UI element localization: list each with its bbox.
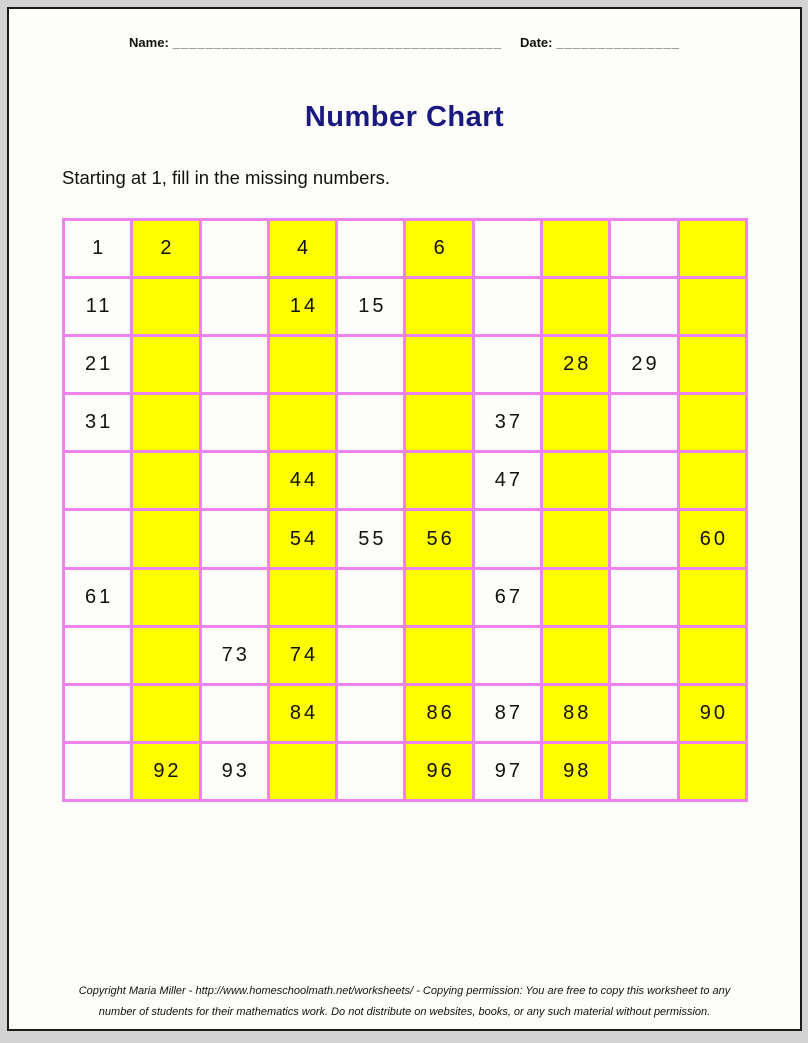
grid-row	[64, 452, 747, 510]
grid-cell-empty	[473, 626, 541, 684]
grid-row	[64, 568, 747, 626]
grid-cell-empty	[542, 452, 610, 510]
grid-cell-number: 96	[405, 742, 473, 800]
grid-cell-empty	[64, 626, 132, 684]
grid-cell-number: 56	[405, 510, 473, 568]
grid-cell-empty	[678, 452, 746, 510]
grid-cell-empty	[132, 394, 200, 452]
grid-row	[64, 626, 747, 684]
grid-cell-empty	[610, 394, 678, 452]
page-title: Number Chart	[304, 101, 505, 133]
grid-cell-empty	[200, 336, 268, 394]
grid-cell-empty	[337, 742, 405, 800]
grid-cell-number: 31	[64, 394, 132, 452]
grid-cell-number: 98	[542, 742, 610, 800]
grid-cell-number: 47	[473, 452, 541, 510]
grid-cell-empty	[132, 452, 200, 510]
grid-row	[64, 220, 747, 278]
grid-cell-empty	[405, 278, 473, 336]
grid-cell-number: 90	[678, 684, 746, 742]
grid-cell-empty	[64, 452, 132, 510]
grid-cell-number: 14	[268, 278, 336, 336]
grid-cell-number: 4	[268, 220, 336, 278]
grid-row	[64, 684, 747, 742]
grid-cell-empty	[473, 220, 541, 278]
number-grid	[62, 218, 748, 802]
grid-cell-empty	[200, 684, 268, 742]
grid-cell-empty	[337, 626, 405, 684]
grid-cell-empty	[132, 336, 200, 394]
grid-cell-empty	[678, 742, 746, 800]
grid-cell-number: 37	[473, 394, 541, 452]
grid-cell-empty	[132, 510, 200, 568]
grid-cell-number: 15	[337, 278, 405, 336]
date-label: Date:	[519, 35, 553, 50]
grid-cell-number: 87	[473, 684, 541, 742]
grid-cell-empty	[64, 510, 132, 568]
grid-cell-number: 88	[542, 684, 610, 742]
grid-cell-empty	[132, 278, 200, 336]
grid-cell-empty	[610, 568, 678, 626]
grid-cell-number: 28	[542, 336, 610, 394]
grid-cell-number: 73	[200, 626, 268, 684]
grid-cell-number: 74	[268, 626, 336, 684]
grid-cell-number: 29	[610, 336, 678, 394]
grid-cell-empty	[473, 336, 541, 394]
grid-cell-empty	[337, 452, 405, 510]
grid-cell-empty	[473, 278, 541, 336]
grid-cell-empty	[337, 568, 405, 626]
grid-cell-number: 44	[268, 452, 336, 510]
grid-cell-number: 21	[64, 336, 132, 394]
grid-cell-empty	[337, 336, 405, 394]
grid-cell-empty	[132, 684, 200, 742]
grid-cell-number: 11	[64, 278, 132, 336]
grid-cell-empty	[268, 394, 336, 452]
worksheet-page	[7, 7, 802, 1031]
grid-cell-empty	[542, 220, 610, 278]
grid-cell-empty	[542, 510, 610, 568]
grid-cell-number: 54	[268, 510, 336, 568]
grid-cell-empty	[405, 626, 473, 684]
grid-cell-empty	[64, 684, 132, 742]
grid-cell-number: 55	[337, 510, 405, 568]
grid-cell-number: 60	[678, 510, 746, 568]
grid-cell-empty	[268, 742, 336, 800]
grid-cell-empty	[610, 452, 678, 510]
grid-row	[64, 394, 747, 452]
number-grid-body	[64, 220, 747, 801]
grid-cell-empty	[337, 684, 405, 742]
grid-row	[64, 742, 747, 800]
grid-cell-empty	[678, 568, 746, 626]
grid-cell-empty	[678, 626, 746, 684]
grid-cell-empty	[200, 220, 268, 278]
grid-cell-empty	[610, 510, 678, 568]
grid-cell-empty	[200, 394, 268, 452]
grid-cell-empty	[132, 568, 200, 626]
grid-cell-empty	[610, 742, 678, 800]
grid-cell-empty	[337, 394, 405, 452]
date-fill-line: _______________	[556, 35, 680, 50]
grid-cell-empty	[200, 510, 268, 568]
grid-cell-number: 67	[473, 568, 541, 626]
grid-cell-number: 6	[405, 220, 473, 278]
grid-row	[64, 336, 747, 394]
grid-cell-number: 61	[64, 568, 132, 626]
grid-cell-empty	[542, 278, 610, 336]
grid-cell-empty	[678, 220, 746, 278]
grid-cell-empty	[200, 568, 268, 626]
instruction-text: Starting at 1, fill in the missing numbers.	[62, 167, 391, 188]
grid-cell-number: 92	[132, 742, 200, 800]
copyright-text: Copyright Maria Miller - http://www.homeschoolmath.net/worksheets/ - Copying permission: You are free to copy this worksheet to any number of students for their mathematics work. Do not distribute on websites, books, or any such material without permission.	[78, 985, 731, 1019]
grid-cell-empty	[268, 568, 336, 626]
grid-cell-empty	[678, 278, 746, 336]
grid-cell-empty	[405, 394, 473, 452]
grid-cell-empty	[405, 336, 473, 394]
grid-cell-empty	[678, 394, 746, 452]
header	[9, 35, 800, 50]
grid-cell-empty	[405, 568, 473, 626]
grid-cell-number: 97	[473, 742, 541, 800]
grid-row	[64, 510, 747, 568]
grid-cell-empty	[610, 220, 678, 278]
grid-cell-empty	[610, 626, 678, 684]
grid-cell-number: 86	[405, 684, 473, 742]
grid-cell-empty	[64, 742, 132, 800]
grid-cell-empty	[268, 336, 336, 394]
grid-cell-empty	[610, 684, 678, 742]
grid-cell-empty	[132, 626, 200, 684]
grid-cell-empty	[337, 220, 405, 278]
name-label: Name:	[129, 35, 169, 50]
grid-cell-empty	[678, 336, 746, 394]
grid-cell-number: 1	[64, 220, 132, 278]
grid-cell-empty	[473, 510, 541, 568]
name-fill-line: ________________________________________	[172, 35, 502, 50]
grid-cell-empty	[200, 452, 268, 510]
grid-cell-empty	[542, 394, 610, 452]
grid-cell-number: 93	[200, 742, 268, 800]
grid-cell-empty	[542, 568, 610, 626]
grid-cell-empty	[200, 278, 268, 336]
grid-cell-empty	[610, 278, 678, 336]
grid-cell-number: 84	[268, 684, 336, 742]
grid-cell-empty	[542, 626, 610, 684]
grid-cell-empty	[405, 452, 473, 510]
grid-row	[64, 278, 747, 336]
grid-cell-number: 2	[132, 220, 200, 278]
